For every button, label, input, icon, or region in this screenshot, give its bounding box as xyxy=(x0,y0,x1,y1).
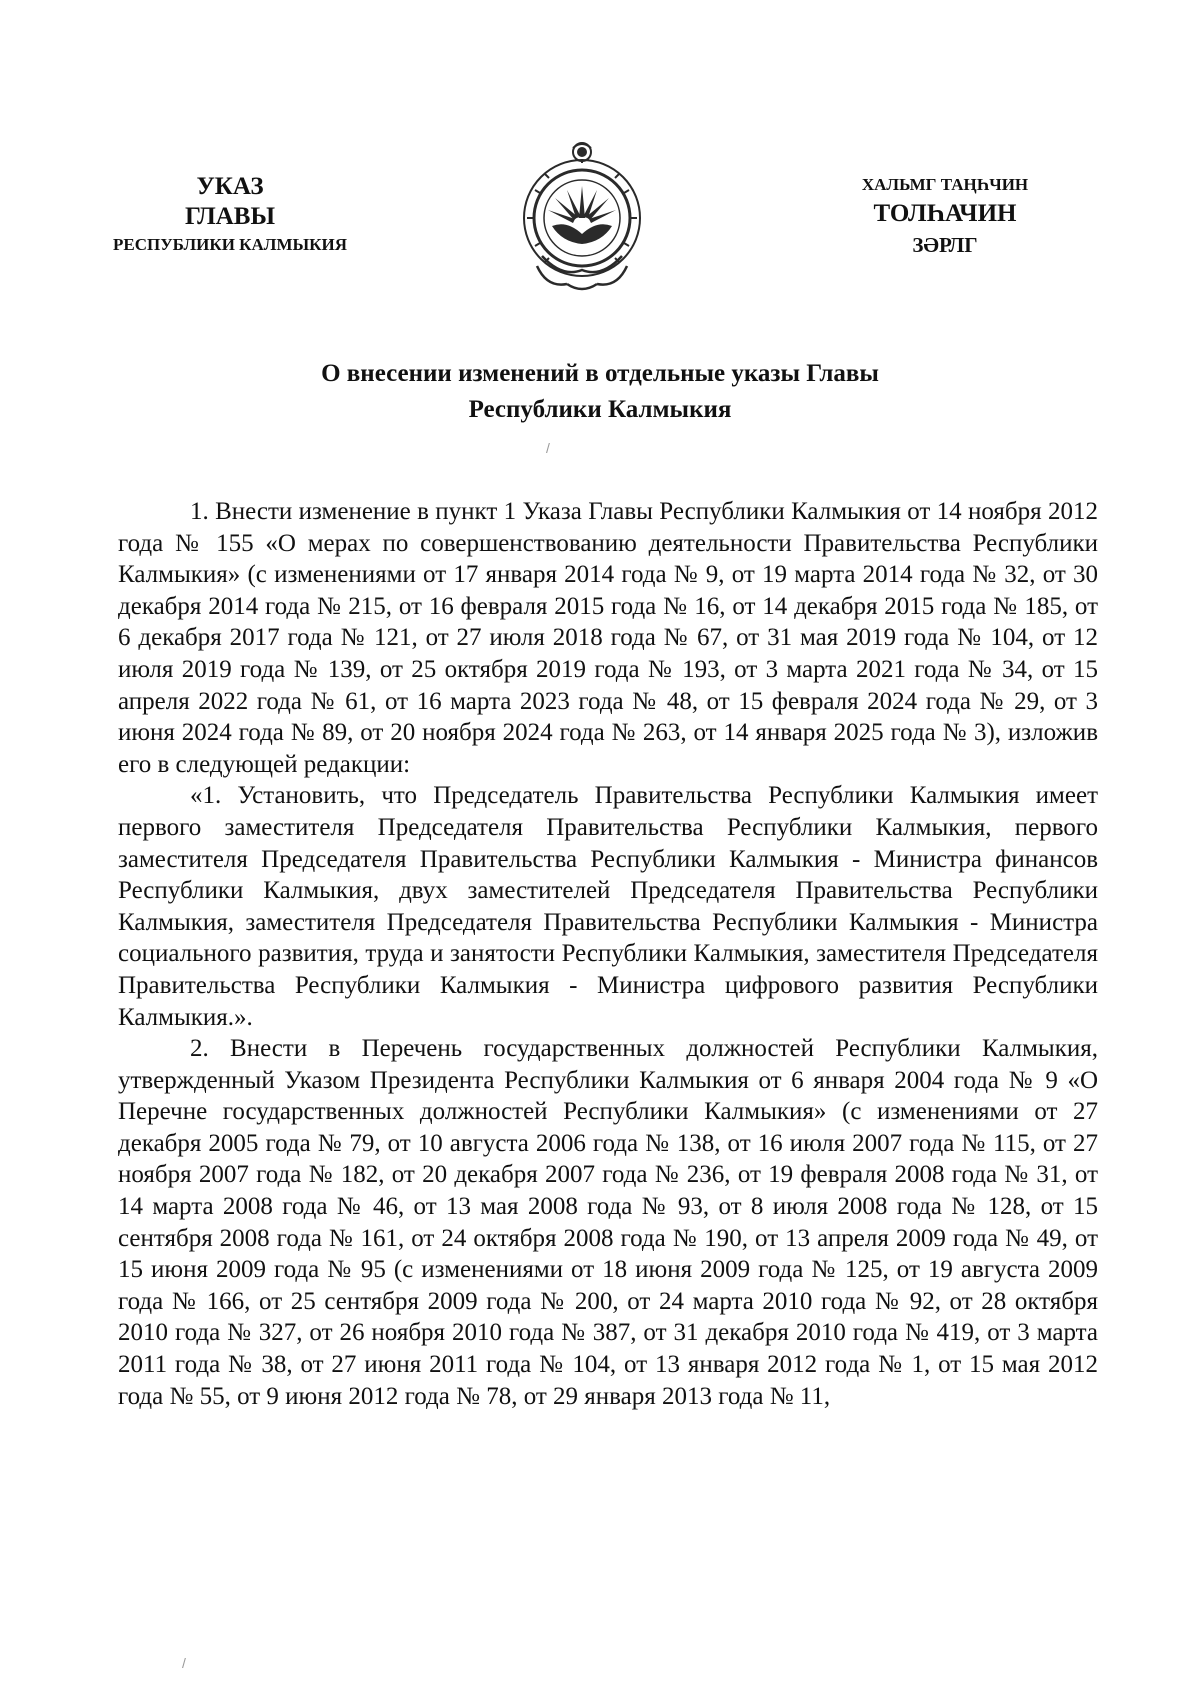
paragraph-1: 1. Внести изменение в пункт 1 Указа Главы Республики Калмыкия от 14 ноября 2012 года № 155 «О мерах по совершенствованию деятельности Правительства Республики Калмыкия» (с изменениями от 17 января 2014 года № 9, от 19 марта 2014 года № 32, от 30 декабря 2014 года № 215, от 16 февраля 2015 года № 16, от 14 декабря 2015 года № 185, от 6 декабря 2017 года № 121, от 27 июля 2018 года № 67, от 31 мая 2019 года № 104, от 12 июля 2019 года № 139, от 25 октября 2019 года № 193, от 3 марта 2021 года № 34, от 15 апреля 2022 года № 61, от 16 марта 2023 года № 48, от 15 февраля 2024 года № 29, от 3 июня 2024 года № 89, от 20 ноября 2024 года № 263, от 14 января 2025 года № 3), изложив его в следующей редакции: xyxy=(118,498,1098,778)
header-left-line3: РЕСПУБЛИКИ КАЛМЫКИЯ xyxy=(112,235,348,254)
scan-speck: / xyxy=(546,440,550,456)
header-left-line1: УКАЗ xyxy=(196,173,264,200)
header-right-line2: ТОЛҺАЧИН xyxy=(873,200,1017,227)
header-left-line2: ГЛАВЫ xyxy=(184,203,276,230)
header-right-line1: ХАЛЬМГ ТАҢҺЧИН xyxy=(861,175,1029,194)
paragraph-2: 2. Внести в Перечень государственных должностей Республики Калмыкия, утвержденный Указом Президента Республики Калмыкия от 6 января 2004 года № 9 «О Перечне государственных должностей Республики Калмыкия» (с изменениями от 27 декабря 2005 года № 79, от 10 августа 2006 года № 138, от 16 июля 2007 года № 115, от 27 ноября 2007 года № 182, от 20 декабря 2007 года № 236, от 19 февраля 2008 года № 31, от 14 марта 2008 года № 46, от 13 мая 2008 года № 93, от 8 июля 2008 года № 128, от 15 сентября 2008 года № 161, от 24 октября 2008 года № 190, от 13 апреля 2009 года № 49, от 15 июня 2009 года № 95 (с изменениями от 18 июня 2009 года № 125, от 19 августа 2009 года № 166, от 25 сентября 2009 года № 200, от 24 марта 2010 года № 92, от 28 октября 2010 года № 327, от 26 ноября 2010 года № 387, от 31 декабря 2010 года № 419, от 3 марта 2011 года № 38, от 27 июня 2011 года № 104, от 13 января 2012 года № 1, от 15 мая 2012 года № 55, от 9 июня 2012 года № 78, от 29 января 2013 года № 11, xyxy=(118,1035,1098,1410)
title-line1: О внесении изменений в отдельные указы Главы xyxy=(321,360,879,387)
document-body xyxy=(118,496,1098,1412)
document-title xyxy=(140,356,1060,428)
decree-header-russian xyxy=(80,172,380,258)
title-line2: Республики Калмыкия xyxy=(468,396,732,423)
scan-speck-bottom: / xyxy=(182,1655,186,1671)
kalmykia-coat-of-arms-icon xyxy=(507,138,657,298)
paragraph-quote: «1. Установить, что Председатель Правительства Республики Калмыкия имеет первого заместителя Председателя Правительства Республики Калмыкия, первого заместителя Председателя Правительства Республики Калмыкия - Министра финансов Республики Калмыкия, двух заместителей Председателя Правительства Республики Калмыкия, заместителя Председателя Правительства Республики Калмыкия - Министра социального развития, труда и занятости Республики Калмыкия, заместителя Председателя Правительства Республики Калмыкия - Министра цифрового развития Республики Калмыкия.». xyxy=(118,782,1098,1031)
decree-header-kalmyk xyxy=(820,172,1070,260)
header-right-line3: ЗӘРЛГ xyxy=(912,233,978,257)
